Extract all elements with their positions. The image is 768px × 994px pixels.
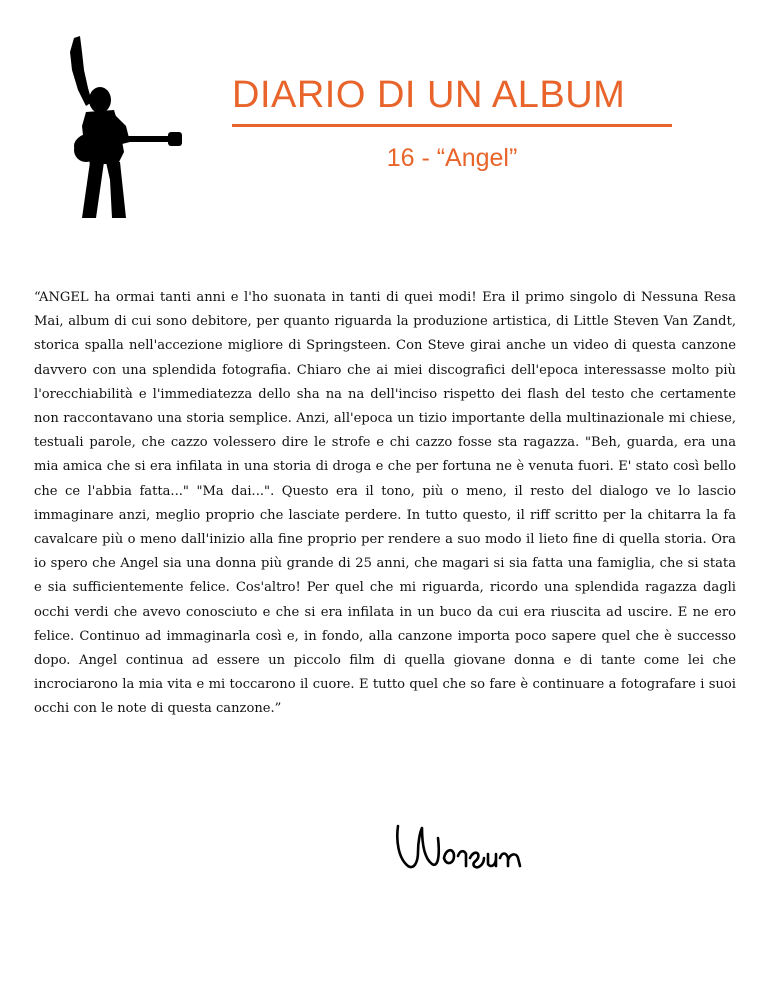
page-title: DIARIO DI UN ALBUM: [232, 74, 626, 116]
article-body: “ANGEL ha ormai tanti anni e l'ho suonata in tanti di quei modi! Era il primo singolo di Nessuna Resa Mai, album di cui sono debitore, per quanto riguarda la produzione artistica, di Little Steven Van Zandt, storica spalla nell'accezione migliore di Springsteen. Con Steve girai anche un video di questa canzone davvero con una splendida fotografia. Chiaro che ai miei discografici dell'epoca interessasse molto più l'orecchiabilità e l'immediatezza dello sha na na dell'inciso rispetto dei flash del testo che certamente non raccontavano una storia semplice. Anzi, all'epoca un tizio importante della multinazionale mi chiese, testuali parole, che cazzo volessero dire le strofe e chi cazzo fosse sta ragazza. "Beh, guarda, era una mia amica che si era infilata in una storia di droga e che per fortuna ne è venuta fuori. E' stato così bello che ce l'abbia fatta..." "Ma dai...". Questo era il tono, più o meno, il resto del dialogo ve lo lascio immaginare anzi, meglio proprio che lasciate perdere. In tutto questo, il riff scritto per la chitarra la fa cavalcare più o meno dall'inizio alla fine proprio per rendere a suo modo il lieto fine di quella storia. Ora io spero che Angel sia una donna più grande di 25 anni, che magari si sia fatta una famiglia, che si stata e sia sufficientemente felice. Cos'altro! Per quel che mi riguarda, ricordo una splendida ragazza dagli occhi verdi che avevo conosciuto e che si era infilata in un buco da cui era riuscita ad uscire. E ne ero felice. Continuo ad immaginarla così e, in fondo, alla canzone importa poco sapere quel che è successo dopo. Angel continua ad essere un piccolo film di quella giovane donna e di tante come lei che incrociarono la mia vita e mi toccarono il cuore. E tutto quel che so fare è continuare a fotografare i suoi occhi con le note di questa canzone.”: [34, 290, 736, 717]
title-divider: [232, 124, 672, 127]
page-subtitle: 16 - “Angel”: [386, 144, 518, 172]
handwritten-signature-image: [388, 818, 538, 888]
guitarist-silhouette-image: [30, 30, 190, 220]
